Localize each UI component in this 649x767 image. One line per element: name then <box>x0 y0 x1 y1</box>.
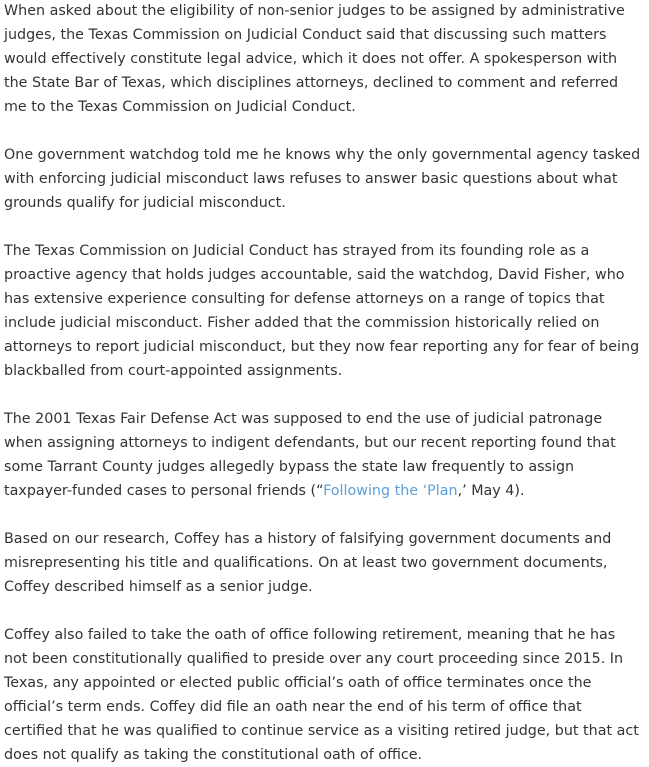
following-the-plan-link[interactable]: Following the ‘Plan <box>323 483 458 499</box>
paragraph-text-before-link: The 2001 Texas Fair Defense Act was supposed to end the use of judicial patronage when assigning attorneys to indigent defendants, but our recent reporting found that some Tarrant County judges allegedly bypass the state law frequently to assign taxpayer-funded cases to personal friends (“ <box>4 411 616 499</box>
paragraph-text-after-link: ,’ May 4). <box>457 483 525 499</box>
paragraph-coffey-history: Based on our research, Coffey has a history of falsifying government documents and misrepresenting his title and qualifications. On at least two government documents, Coffey described himself as a senior judge. <box>4 531 612 595</box>
paragraph-commission-response: When asked about the eligibility of non-senior judges to be assigned by administrative judges, the Texas Commission on Judicial Conduct said that discussing such matters would effectively constitute legal advice, which it does not offer. A spokesperson with the State Bar of Texas, which disciplines attorneys, declined to comment and referred me to the Texas Commission on Judicial Conduct. <box>4 3 625 115</box>
paragraph-watchdog-quote: The Texas Commission on Judicial Conduct has strayed from its founding role as a proactive agency that holds judges accountable, said the watchdog, David Fisher, who has extensive experience consulting for defense attorneys on a range of topics that include judicial misconduct. Fisher added that the commission historically relied on attorneys to report judicial misconduct, but they now fear reporting any for fear of being blackballed from court-appointed assignments. <box>4 243 640 379</box>
paragraph-oath-of-office: Coffey also failed to take the oath of office following retirement, meaning that he has not been constitutionally qualified to preside over any court proceeding since 2015. In Texas, any appointed or elected public official’s oath of office terminates once the official’s term ends. Coffey did file an oath near the end of his term of office that certified that he was qualified to continue service as a visiting retired judge, but that act does not qualify as taking the constitutional oath of office. <box>4 627 639 763</box>
paragraph-watchdog-intro: One government watchdog told me he knows why the only governmental agency tasked with enforcing judicial misconduct laws refuses to answer basic questions about what grounds qualify for judicial misconduct. <box>4 147 641 211</box>
paragraph-fair-defense-act <box>4 407 643 503</box>
